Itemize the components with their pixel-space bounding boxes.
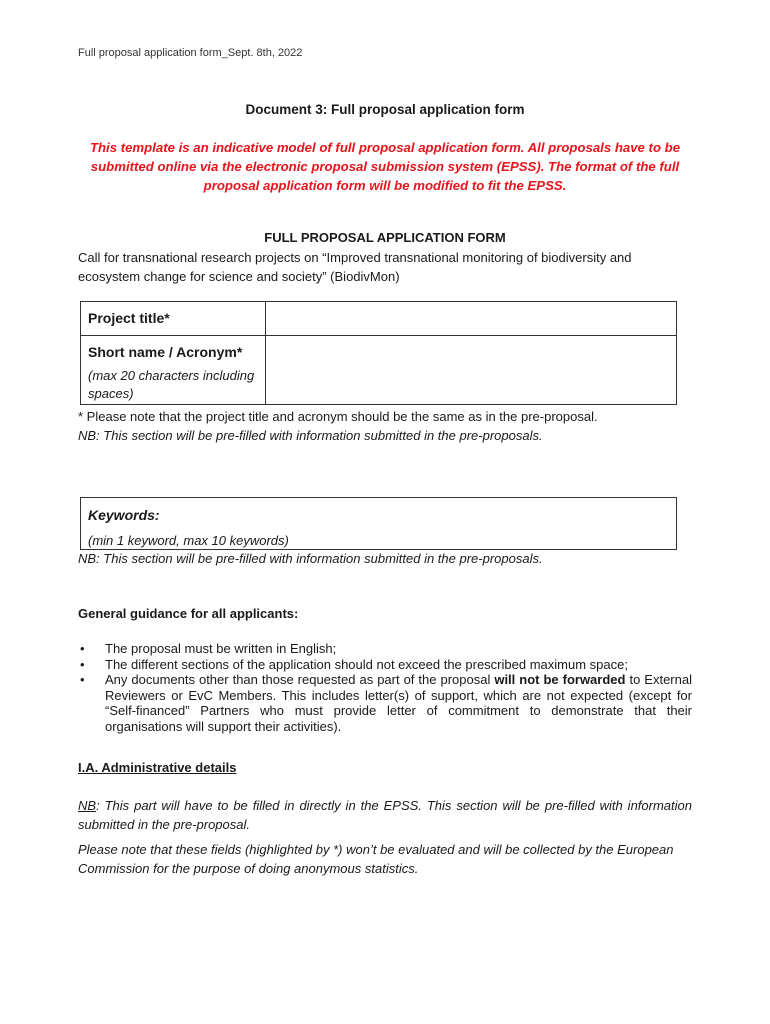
project-title-field[interactable] [266, 302, 677, 336]
call-description: Call for transnational research projects on “Improved transnational monitoring of biodiversity and ecosystem change for science and society” (BiodivMon) [78, 250, 632, 284]
document-title: Document 3: Full proposal application form [245, 102, 525, 117]
template-notice: This template is an indicative model of full proposal application form. All proposals have to be submitted online via the electronic proposal submission system (EPSS). The format of the full proposal application form will be modified to fit the EPSS. [89, 140, 681, 193]
short-name-label-cell [81, 336, 266, 405]
keywords-field[interactable] [81, 498, 677, 550]
list-item [78, 641, 692, 657]
nb-text: : This part will have to be filled in directly in the EPSS. This section will be pre-filled with information submitted in the pre-proposal. [78, 798, 692, 832]
table-notes [78, 407, 598, 445]
guidance-heading: General guidance for all applicants: [78, 606, 299, 621]
keywords-hint: (min 1 keyword, max 10 keywords) [88, 533, 289, 548]
list-item [78, 672, 692, 734]
guidance-list [78, 641, 692, 734]
list-item-text-end: to External Reviewers or EvC Members. This includes letter(s) of support, which are not expected (except for “Self-financed” Partners who must provide letter of commitment to demonstrate that their organisations will support their activities). [105, 672, 692, 734]
prefilled-note: NB: This section will be pre-filled with information submitted in the pre-proposals. [78, 428, 543, 443]
list-item-text: The proposal must be written in English; [105, 641, 337, 656]
list-item-text-start: Any documents other than those requested as part of the proposal [105, 672, 495, 687]
nb-label: NB [78, 798, 97, 813]
keywords-prefilled-note: NB: This section will be pre-filled with information submitted in the pre-proposals. [78, 551, 543, 566]
short-name-field[interactable] [266, 336, 677, 405]
bullet-icon: • [80, 672, 85, 687]
form-heading: FULL PROPOSAL APPLICATION FORM [264, 230, 506, 245]
keywords-label: Keywords: [88, 507, 160, 523]
bullet-icon: • [80, 641, 85, 656]
project-title-table [80, 301, 677, 405]
short-name-label: Short name / Acronym* [88, 344, 243, 360]
short-name-hint: (max 20 characters including spaces) [88, 368, 255, 401]
running-header: Full proposal application form_Sept. 8th, 2022 [78, 47, 303, 59]
admin-section-heading: I.A. Administrative details [78, 760, 237, 775]
admin-nb-paragraph [78, 796, 692, 834]
bullet-icon: • [80, 656, 85, 672]
list-item-text: The different sections of the application should not exceed the prescribed maximum space; [105, 656, 628, 672]
project-title-label: Project title* [88, 310, 170, 326]
list-item-emphasis: will not be forwarded [494, 672, 626, 687]
project-title-label-cell [81, 302, 266, 336]
admin-note-paragraph: Please note that these fields (highlighted by *) won’t be evaluated and will be collected by the European Commission for the purpose of doing anonymous statistics. [78, 842, 674, 876]
keywords-table [80, 497, 677, 550]
list-item [78, 657, 692, 673]
same-title-note: * Please note that the project title and acronym should be the same as in the pre-proposal. [78, 409, 598, 424]
